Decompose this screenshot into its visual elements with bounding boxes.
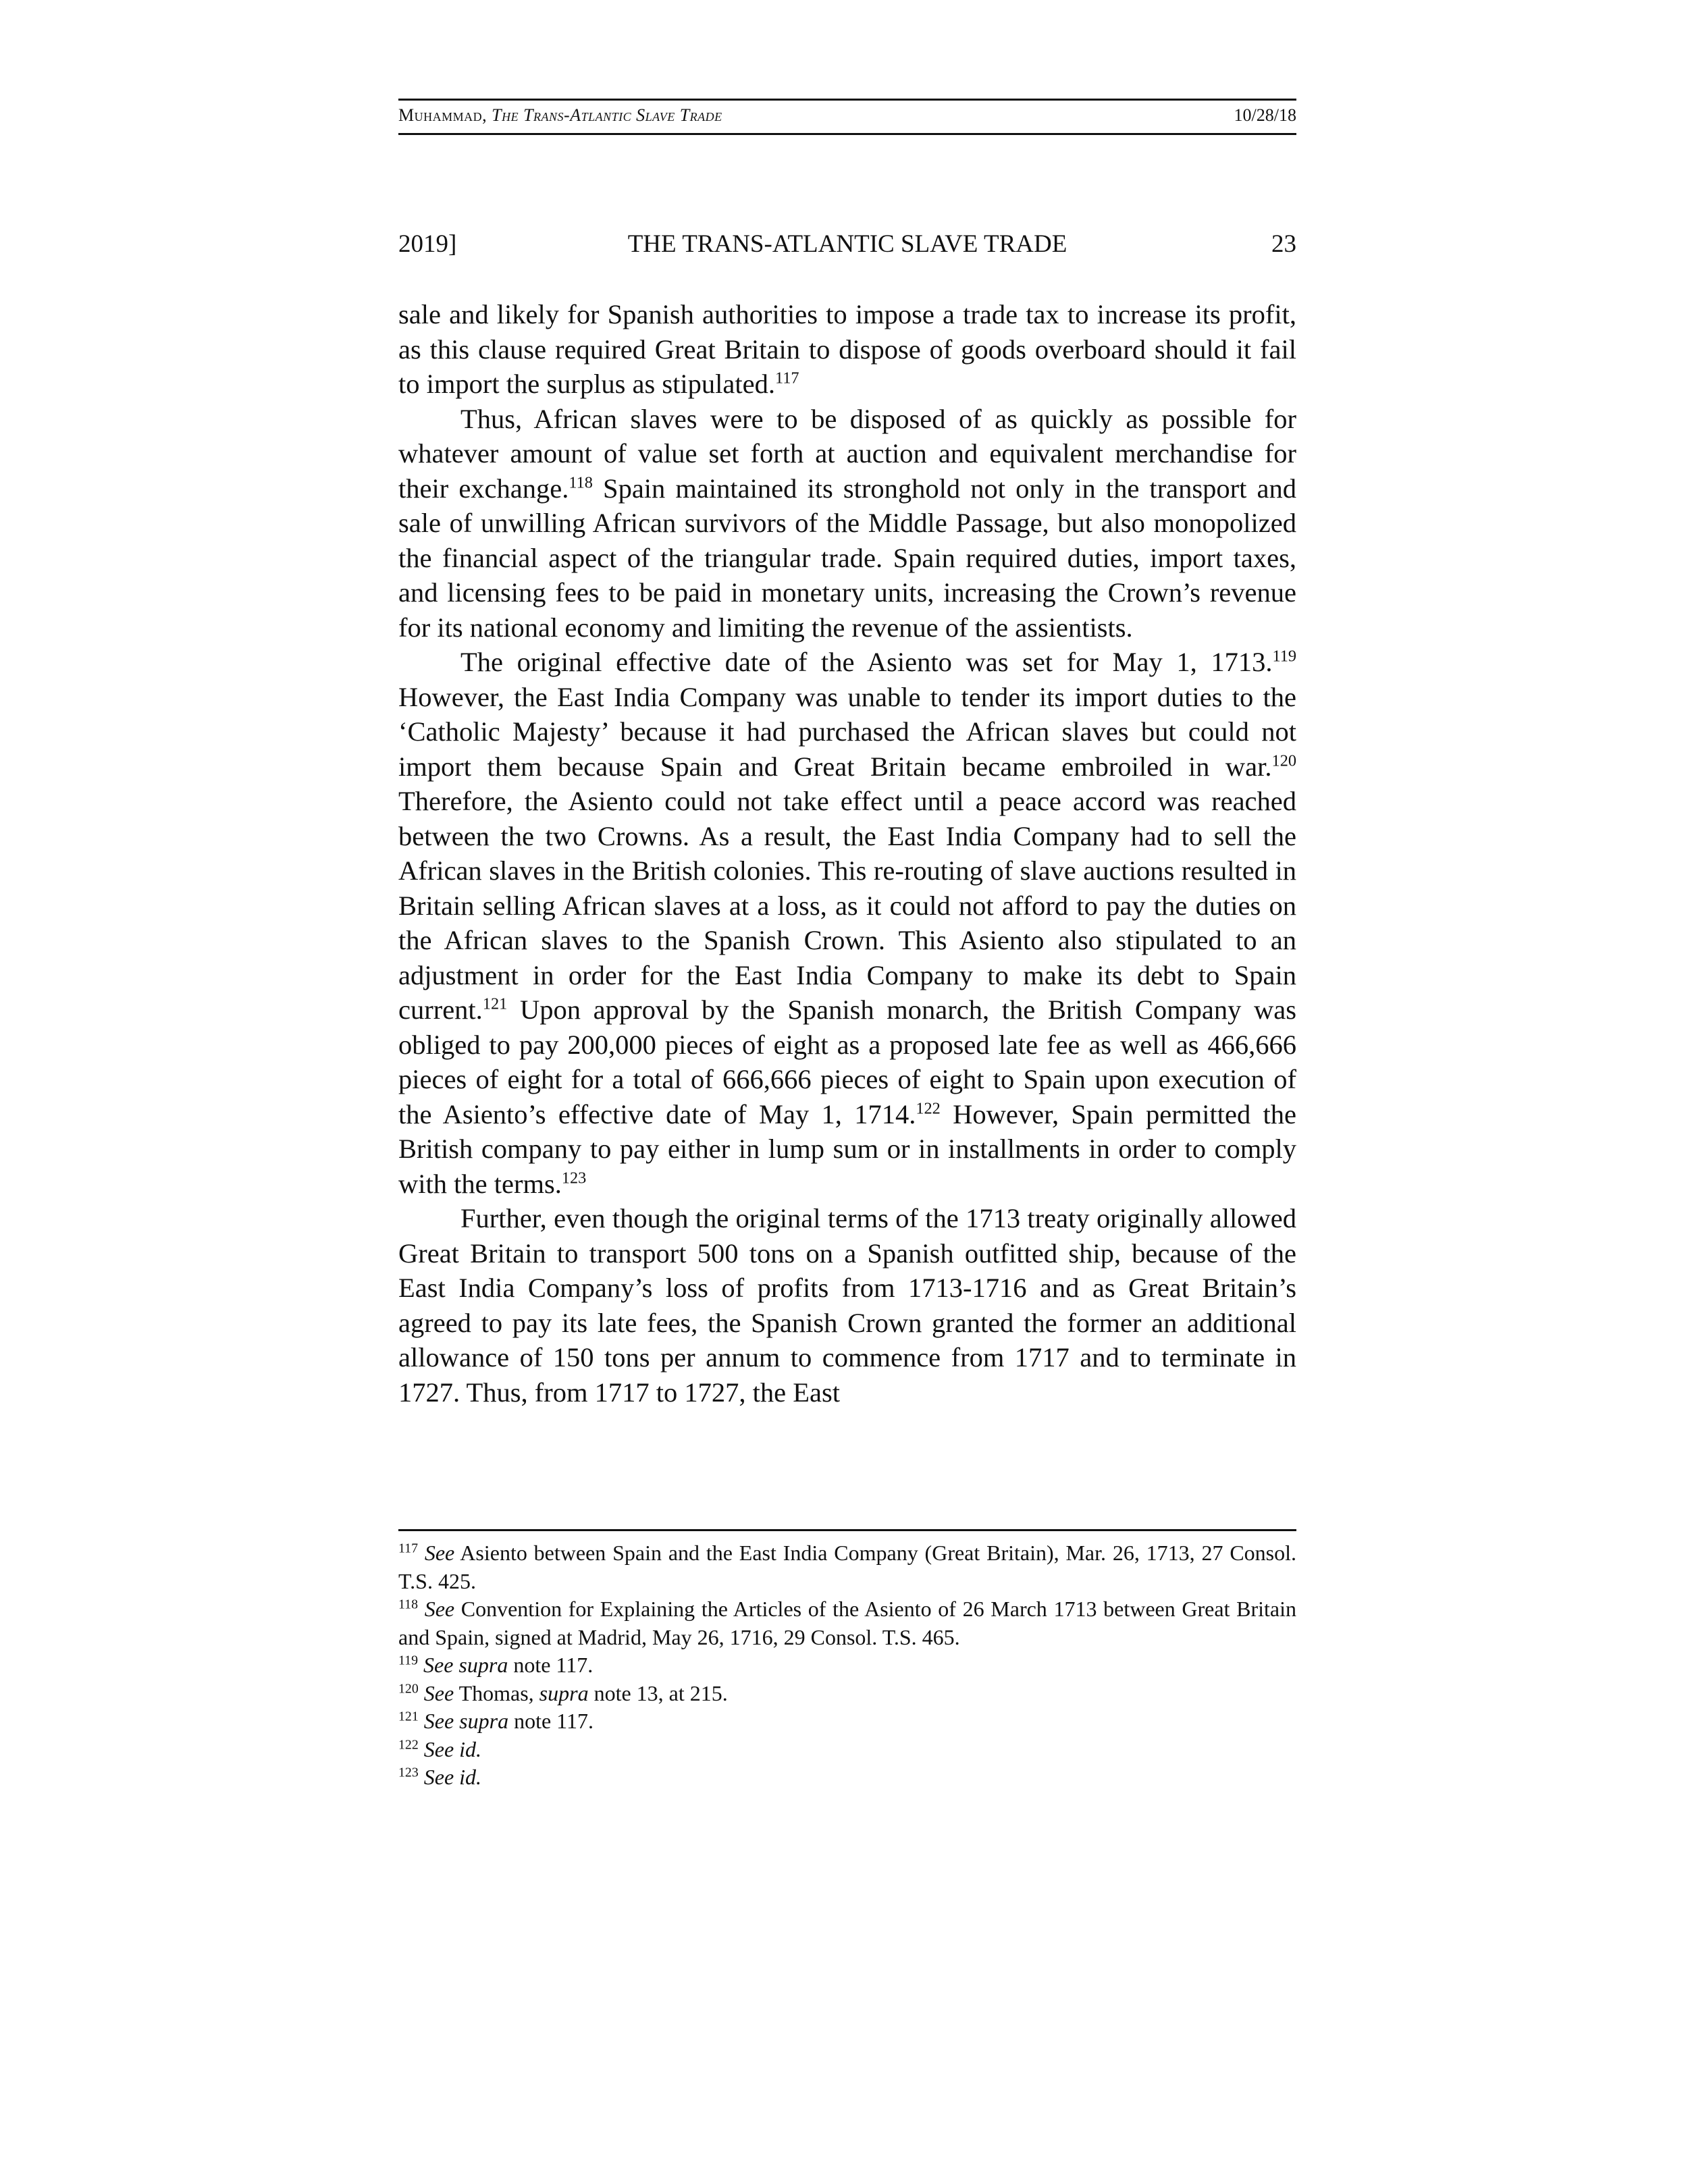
paragraph-4 [398,1201,1296,1410]
footnote-signal: See id. [423,1765,482,1789]
footnote-text: Asiento between Spain and the East India Company (Great Britain), Mar. 26, 1713, 27 Consol. T.S. 425. [398,1541,1297,1593]
document-page [398,0,1296,2184]
footnote-signal: See [424,1541,455,1565]
running-head-author-title [398,101,722,130]
body-text [398,297,1296,1410]
footnote-number: 119 [398,1653,419,1668]
footnote-text: note 13, at 215. [588,1680,728,1705]
paragraph-text: Thus, African slaves were to be disposed of as quickly as possible for whatever amount of value set forth at auction and equivalent merchandise for their exchange. [398,403,1296,504]
footnote-signal: See id. [423,1736,482,1761]
footnote-text: Thomas [454,1680,529,1705]
paragraph-3 [398,645,1296,1201]
paragraph-text: Upon approval by the Spanish monarch, the British Company was obliged to pay 200,000 pieces of eight as a proposed late fee as well as 466,666 pieces of eight for a total of 666,666 pieces of eight to Spain upon execution of the Asiento’s effective date of May 1, 1714. [398,994,1296,1129]
footnote-divider [398,1529,1296,1531]
footnote-122 [398,1736,1296,1764]
header-title: THE TRANS-ATLANTIC SLAVE TRADE [627,230,1067,258]
footnote-text: note 117. [508,1709,594,1733]
header-year: 2019] [398,230,457,258]
footnote-119 [398,1651,1296,1680]
footnote-text: Convention for Explaining the Articles of the Asiento of 26 March 1713 between Great Britain and Spain, signed at Madrid, May 26, 1716, 29 Consol. T.S. 465. [398,1597,1297,1649]
footnote-ref-123[interactable]: 123 [561,1169,587,1187]
footnote-ref-119[interactable]: 119 [1272,647,1296,666]
footnote-ref-122[interactable]: 122 [916,1099,941,1117]
running-head-title: The Trans-Atlantic Slave Trade [492,105,722,125]
paragraph-text: However, the East India Company was unable to tender its import duties to the ‘Catholic Majesty’ because it had purchased the African slaves but could not import them because Spain and Great Britain became embroiled in war. [398,681,1296,782]
footnote-signal: See [423,1680,454,1705]
running-head [398,99,1296,135]
paragraph-2 [398,402,1296,645]
paragraph-text: The original effective date of the Asiento was set for May 1, 1713. [460,647,1273,677]
paragraph-text: Further, even though the original terms of the 1713 treaty originally allowed Great Britain to transport 500 tons on a Spanish outfitted ship, because of the East India Company’s loss of profits from 1713-1716 and as Great Britain’s agreed to pay its late fees, the Spanish Crown granted the former an additional allowance of 150 tons per annum to commence from 1717 and to terminate in 1727. Thus, from 1717 to 1727, the East [398,1203,1296,1408]
footnote-signal: See supra [423,1653,508,1677]
footnote-120 [398,1680,1296,1708]
page-header [398,227,1296,262]
paragraph-1 [398,297,1296,402]
footnotes [398,1539,1296,1792]
footnote-number: 117 [398,1541,419,1556]
paragraph-text: Therefore, the Asiento could not take effect until a peace accord was reached between the two Crowns. As a result, the East India Company had to sell the African slaves in the British colonies. This re-routing of slave auctions resulted in Britain selling African slaves at a loss, as it could not afford to pay the duties on the African slaves to the Spanish Crown. This Asiento also stipulated to an adjustment in order for the East India Company to make its debt to Spain current. [398,786,1296,1025]
footnote-signal: , supra [528,1680,589,1705]
running-head-date: 10/28/18 [1234,105,1296,125]
footnote-ref-117[interactable]: 117 [774,369,799,388]
footnote-number: 121 [398,1709,419,1724]
running-head-author: Muhammad, [398,105,487,125]
footnote-118 [398,1595,1296,1651]
footnote-123 [398,1763,1296,1792]
footnote-signal: See [424,1597,455,1621]
footnote-ref-118[interactable]: 118 [569,473,593,491]
paragraph-text: However, Spain permitted the British company to pay either in lump sum or in installments in order to comply with the terms. [398,1098,1296,1199]
footnote-text: note 117. [508,1653,594,1677]
page-number: 23 [1271,230,1296,258]
footnote-number: 120 [398,1680,419,1696]
footnote-number: 123 [398,1765,419,1780]
paragraph-text: Spain maintained its stronghold not only in the transport and sale of unwilling African survivors of the Middle Passage, but also monopolized the financial aspect of the triangular trade. Spain required duties, import taxes, and licensing fees to be paid in monetary units, increasing the Crown’s revenue for its national economy and limiting the revenue of the assientists. [398,473,1296,643]
footnote-ref-120[interactable]: 120 [1271,751,1296,770]
paragraph-text: sale and likely for Spanish authorities to impose a trade tax to increase its profit, as this clause required Great Britain to dispose of goods overboard should it fail to import the surplus as stipulated. [398,299,1296,399]
footnote-number: 122 [398,1736,419,1752]
footnote-signal: See supra [423,1709,509,1733]
footnote-number: 118 [398,1597,419,1612]
footnote-117 [398,1539,1296,1595]
footnote-121 [398,1707,1296,1736]
footnote-ref-121[interactable]: 121 [482,994,508,1013]
